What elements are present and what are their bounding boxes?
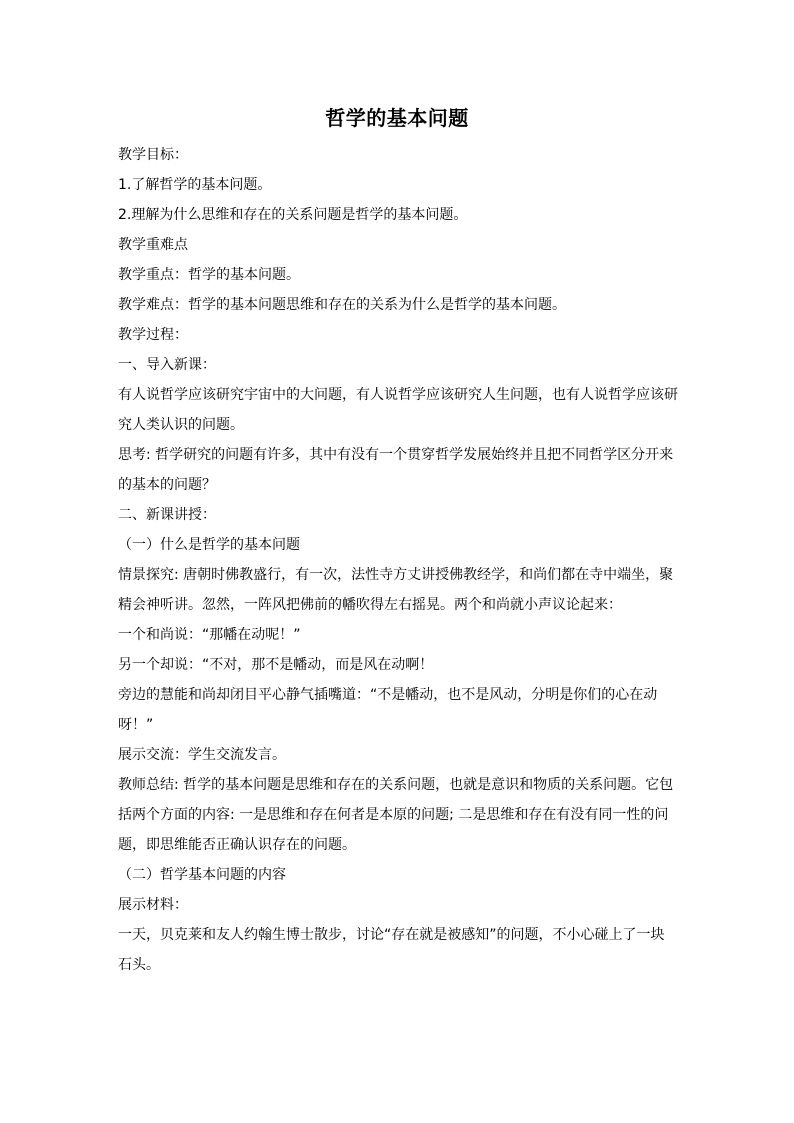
paragraph: （二）哲学基本问题的内容 [118,867,286,883]
paragraph: 旁边的慧能和尚却闭目平心静气插嘴道：“不是幡动，也不是风动，分明是你们的心在动呀！” [118,687,658,733]
paragraph: 2.理解为什么思维和存在的关系问题是哲学的基本问题。 [118,207,468,223]
paragraph: 教学目标： [118,147,188,163]
paragraph: （一）什么是哲学的基本问题 [118,537,300,553]
paragraph: 另一个却说：“不对，那不是幡动，而是风在动啊！ [118,657,434,673]
paragraph: 一天，贝克莱和友人约翰生博士散步，讨论“存在就是被感知”的问题，不小心碰上了一块石头。 [118,927,665,973]
paragraph: 思考: 哲学研究的问题有许多，其中有没有一个贯穿哲学发展始终并且把不同哲学区分开来的基本的问题？ [118,447,674,493]
paragraph: 教学重点：哲学的基本问题。 [118,267,300,283]
paragraph: 教学重难点 [118,237,188,253]
paragraph: 教学难点：哲学的基本问题思维和存在的关系为什么是哲学的基本问题。 [118,297,566,313]
page-title: 哲学的基本问题 [325,106,469,130]
paragraph: 有人说哲学应该研究宇宙中的大问题，有人说哲学应该研究人生问题，也有人说哲学应该研究人类认识的问题。 [118,387,678,433]
document-body [118,140,678,980]
paragraph: 一个和尚说：“那幡在动呢！” [118,627,301,643]
paragraph: 1.了解哲学的基本问题。 [118,177,272,193]
paragraph: 二、新课讲授： [118,507,216,523]
paragraph: 展示材料： [118,897,188,913]
paragraph: 情景探究: 唐朝时佛教盛行，有一次，法性寺方丈讲授佛教经学，和尚们都在寺中端坐，聚精会神听讲。忽然，一阵风把佛前的幡吹得左右摇晃。两个和尚就小声议论起来： [118,567,674,613]
paragraph: 展示交流：学生交流发言。 [118,747,286,763]
paragraph: 教师总结: 哲学的基本问题是思维和存在的关系问题，也就是意识和物质的关系问题。它包括两个方面的内容: 一是思维和存在何者是本原的问题; 二是思维和存在有没有同一性的问题，即思维能否正确认识存在的问题。 [118,777,674,853]
paragraph: 教学过程： [118,327,188,343]
paragraph: 一、导入新课： [118,357,216,373]
